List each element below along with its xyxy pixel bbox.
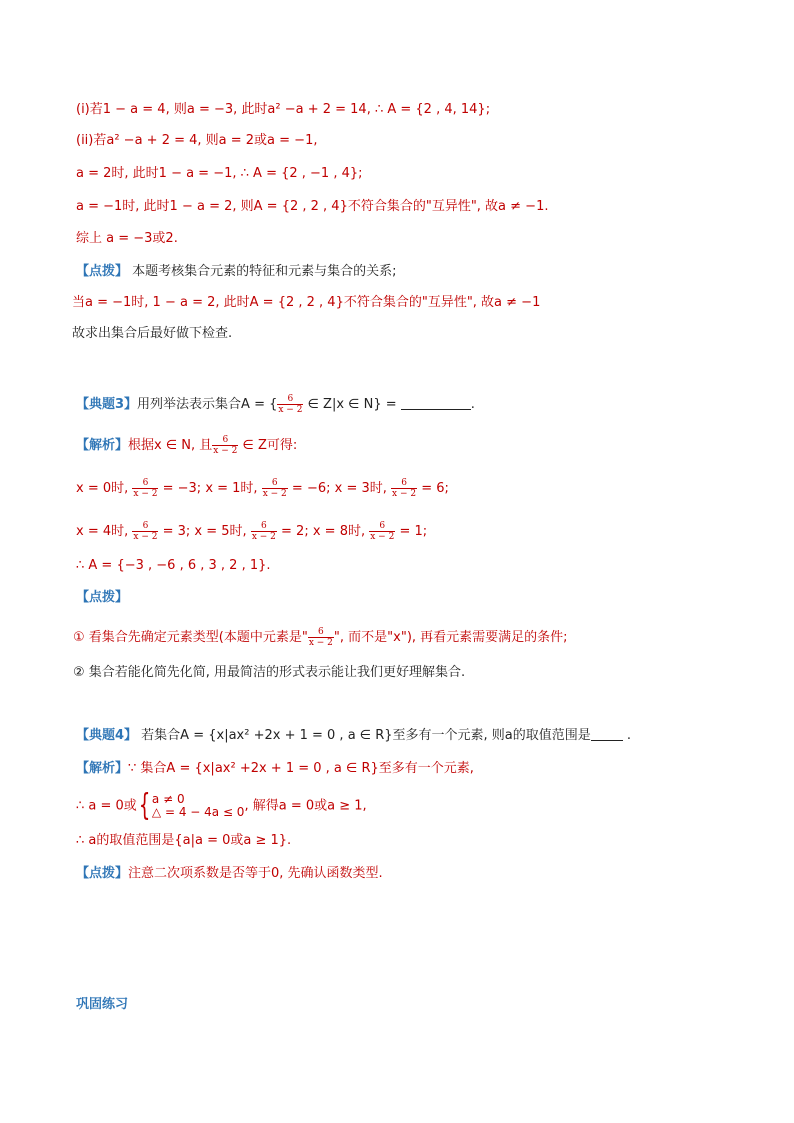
solution-tag: 【解析】: [76, 438, 129, 453]
example-3-tag: 【典题3】: [76, 397, 138, 412]
tip-tag: 【点拨】: [76, 264, 129, 279]
fraction-numerator: 6: [132, 521, 158, 532]
example-4-solution: [76, 760, 474, 778]
case-suffix: , 解得a = 0或a ≥ 1,: [244, 798, 367, 814]
fraction: [277, 394, 303, 415]
fraction-denominator: x − 2: [262, 489, 287, 499]
fraction-denominator: x − 2: [251, 532, 276, 542]
example-3-prefix: 用列举法表示集合A = {: [137, 397, 278, 412]
x-value: x = 1时,: [205, 481, 262, 496]
tip-line-2: 当a = −1时, 1 − a = 2, 此时A = {2 , 2 , 4}不符合集合的"互异性", 故a ≠ −1: [72, 295, 541, 310]
section-heading: 巩固练习: [76, 997, 129, 1012]
fraction-numerator: 6: [391, 478, 417, 489]
x-value: x = 5时,: [194, 524, 251, 539]
values-row-2: [76, 521, 427, 542]
period: .: [622, 728, 632, 743]
case-2: △ = 4 − 4a ≤ 0: [151, 805, 245, 819]
fraction-denominator: x − 2: [133, 489, 158, 499]
x-value: x = 0时,: [76, 481, 133, 496]
solution-text: ∵ 集合A = {x|ax² +2x + 1 = 0 , a ∈ R}至多有一个元素,: [128, 761, 474, 776]
fraction-numerator: 6: [132, 478, 158, 489]
solution-line-4: a = −1时, 此时1 − a = 2, 则A = {2 , 2 , 4}不符合集合的"互异性", 故a ≠ −1.: [76, 199, 549, 214]
fraction-denominator: x − 2: [392, 489, 417, 499]
solution-line-1: (i)若1 − a = 4, 则a = −3, 此时a² −a + 2 = 14, ∴ A = {2 , 4, 14};: [76, 102, 491, 117]
fraction-denominator: x − 2: [213, 446, 238, 456]
fraction: [132, 521, 158, 542]
example-3-suffix: ∈ Z|x ∈ N} =: [303, 397, 401, 412]
fraction: [308, 627, 334, 648]
fraction: [369, 521, 395, 542]
example-4-range: ∴ a的取值范围是{a|a = 0或a ≥ 1}.: [76, 833, 292, 848]
solution-line-3: a = 2时, 此时1 − a = −1, ∴ A = {2 , −1 , 4};: [76, 166, 363, 181]
tip-point-1: [73, 627, 568, 648]
solution-suffix: ∈ Z可得:: [238, 438, 298, 453]
tip-text: 注意二次项系数是否等于0, 先确认函数类型.: [128, 866, 383, 881]
result-value: = −3;: [158, 481, 206, 496]
tip-point-1-suffix: ", 而不是"x"), 再看元素需要满足的条件;: [333, 630, 568, 645]
case-analysis: [76, 788, 367, 823]
example-4-tip: [76, 865, 383, 883]
fraction-denominator: x − 2: [370, 532, 395, 542]
tip-tag: 【点拨】: [76, 590, 129, 605]
result-value: = 3;: [158, 524, 195, 539]
fraction: [251, 521, 277, 542]
x-value: x = 3时,: [334, 481, 392, 496]
solution-line-2: (ii)若a² −a + 2 = 4, 则a = 2或a = −1,: [76, 133, 318, 148]
fraction: [262, 478, 288, 499]
fraction-numerator: 6: [277, 394, 303, 405]
solution-summary: 综上 a = −3或2.: [76, 231, 178, 246]
tip-line-3: 故求出集合后最好做下检查.: [72, 326, 233, 341]
fraction-numerator: 6: [369, 521, 395, 532]
result-value: = 2;: [276, 524, 313, 539]
answer-blank: [591, 728, 623, 741]
fraction-denominator: x − 2: [278, 405, 303, 415]
fraction: [212, 435, 238, 456]
fraction-denominator: x − 2: [308, 638, 333, 648]
result-value: = 6;: [417, 481, 449, 496]
result-value: = 1;: [395, 524, 428, 539]
values-row-1: [76, 478, 449, 499]
fraction-numerator: 6: [308, 627, 334, 638]
example-3-result: ∴ A = {−3 , −6 , 6 , 3 , 2 , 1}.: [76, 558, 271, 573]
fraction-numerator: 6: [262, 478, 288, 489]
fraction-numerator: 6: [251, 521, 277, 532]
example-4-tag: 【典题4】: [76, 728, 138, 743]
tip-point-2: ② 集合若能化简先化简, 用最简洁的形式表示能让我们更好理解集合.: [73, 665, 466, 680]
example-4-question: [76, 727, 631, 745]
case-system: [152, 793, 245, 819]
x-value: x = 8时,: [312, 524, 370, 539]
case-1: a ≠ 0: [151, 792, 185, 806]
fraction-denominator: x − 2: [133, 532, 158, 542]
answer-blank: [401, 397, 471, 410]
tip-text: 本题考核集合元素的特征和元素与集合的关系;: [128, 264, 397, 279]
fraction: [132, 478, 158, 499]
solution-prefix: 根据x ∈ N, 且: [128, 438, 213, 453]
x-value: x = 4时,: [76, 524, 133, 539]
example-3-question: [76, 394, 475, 415]
example-3-solution: [76, 435, 297, 456]
period: .: [470, 397, 475, 412]
tip-point-1-prefix: ① 看集合先确定元素类型(本题中元素是": [73, 630, 308, 645]
left-brace: {: [138, 788, 151, 823]
case-prefix: ∴ a = 0或: [76, 798, 137, 814]
tip-tag: 【点拨】: [76, 866, 129, 881]
fraction: [391, 478, 417, 499]
solution-tag: 【解析】: [76, 761, 129, 776]
tip-line-1: [76, 263, 397, 281]
result-value: = −6;: [287, 481, 335, 496]
fraction-numerator: 6: [212, 435, 238, 446]
example-4-text: 若集合A = {x|ax² +2x + 1 = 0 , a ∈ R}至多有一个元素, 则a的取值范围是: [137, 728, 591, 743]
example-3-tip-tag: [76, 589, 128, 607]
